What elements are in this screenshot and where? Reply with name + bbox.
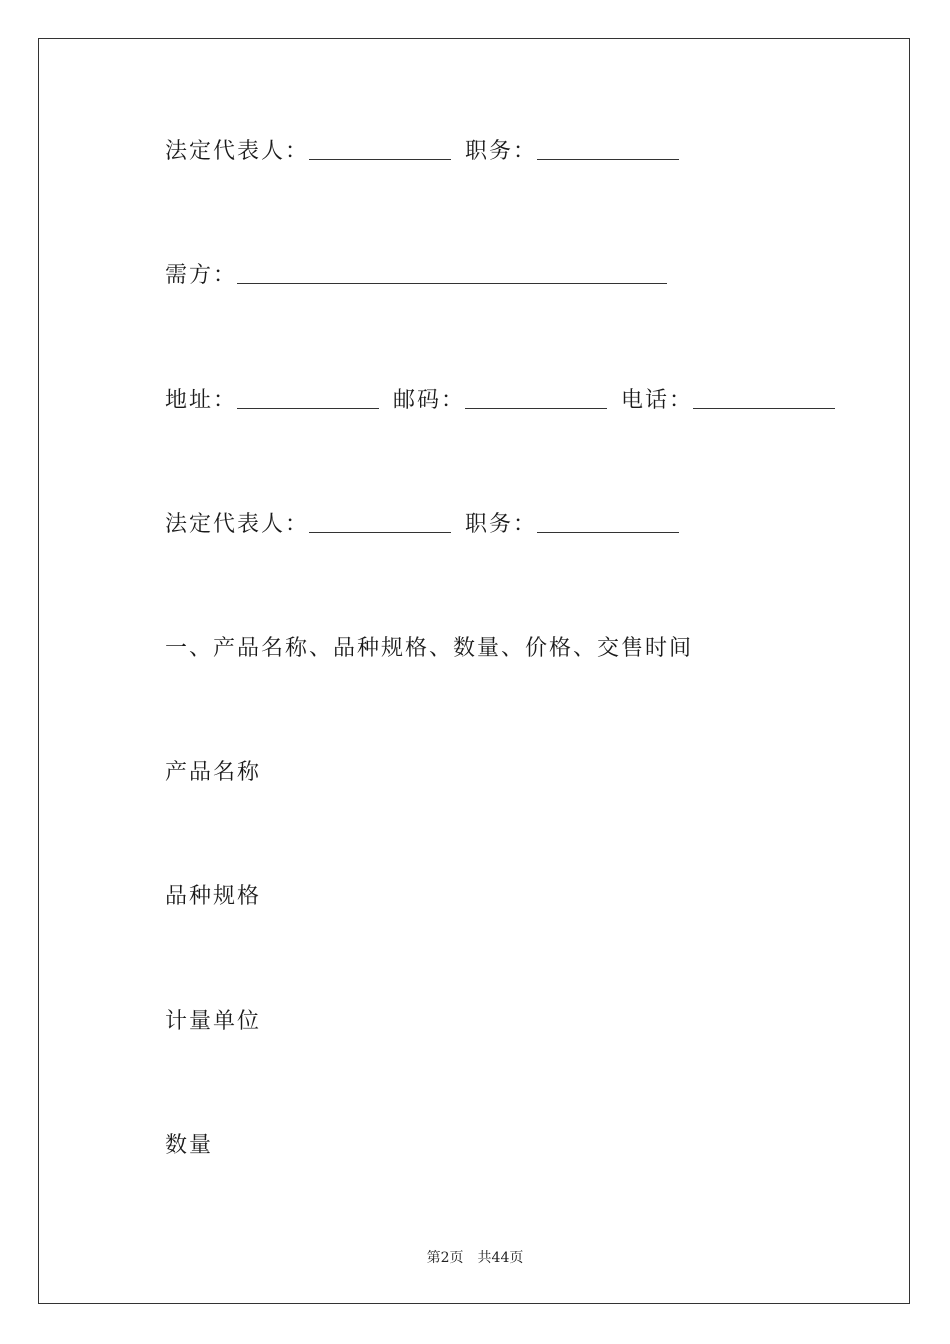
page-footer [0,1247,950,1267]
total-pages: 共44页 [477,1250,524,1266]
buyer-blank [237,261,667,284]
field-quantity: 数量 [165,1133,214,1158]
buyer-address-row [165,386,835,416]
title-blank [537,137,679,160]
section-heading: 一、产品名称、品种规格、数量、价格、交售时间 [165,636,694,661]
title-blank [537,510,679,533]
title-label: 职务： [465,139,538,164]
rep-label: 法定代表人： [165,139,310,164]
address-blank [237,386,379,409]
address-label: 地址： [165,388,238,413]
field-unit: 计量单位 [165,1009,262,1034]
phone-label: 电话： [621,388,694,413]
buyer-label: 需方： [165,263,238,288]
postcode-blank [465,386,607,409]
field-product-name: 产品名称 [165,760,262,785]
supplier-rep-row [165,137,693,167]
buyer-row [165,261,681,291]
phone-blank [693,386,835,409]
postcode-label: 邮码： [393,388,466,413]
title-label: 职务： [465,512,538,537]
page-frame [38,38,910,1304]
page-number: 第2页 [426,1250,464,1266]
field-variety-spec: 品种规格 [165,884,262,909]
rep-label: 法定代表人： [165,512,310,537]
rep-blank [309,510,451,533]
buyer-rep-row [165,510,693,540]
rep-blank [309,137,451,160]
